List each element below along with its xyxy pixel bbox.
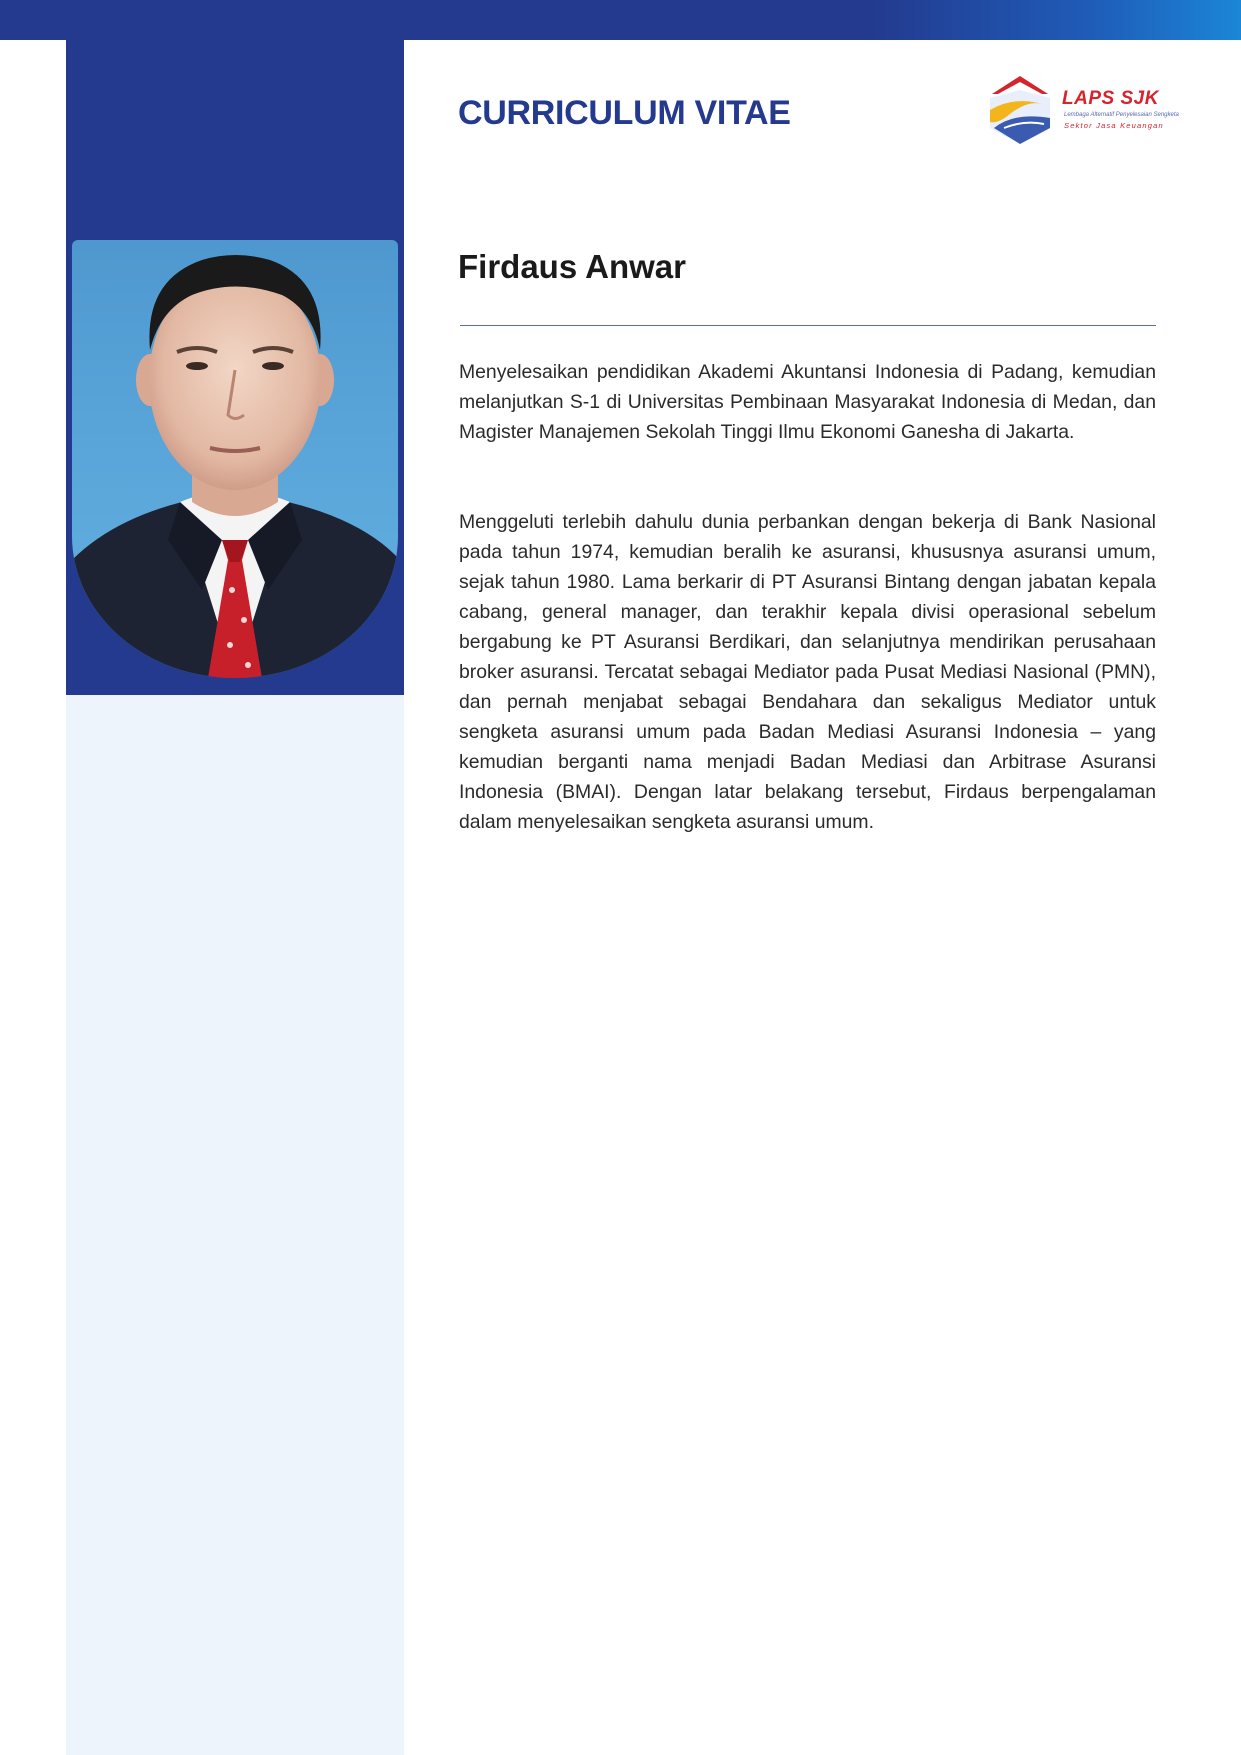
name-divider bbox=[460, 325, 1156, 326]
logo-subtitle-line2: Sektor Jasa Keuangan bbox=[1064, 121, 1164, 130]
logo-subtitle-line1: Lembaga Alternatif Penyelesaian Sengketa bbox=[1064, 112, 1179, 118]
page-title: CURRICULUM VITAE bbox=[458, 94, 791, 132]
person-name: Firdaus Anwar bbox=[458, 248, 686, 285]
content-card bbox=[404, 40, 1241, 1755]
sidebar-lower-panel bbox=[66, 560, 404, 1755]
left-margin bbox=[0, 40, 66, 1755]
portrait-illustration bbox=[72, 240, 398, 678]
logo-emblem-icon bbox=[984, 70, 1056, 150]
bio-paragraph-career: Menggeluti terlebih dahulu dunia perbankan dengan bekerja di Bank Nasional pada tahun 1974, kemudian beralih ke asuransi, khususnya asuransi umum, sejak tahun 1980. Lama berkarir di PT Asuransi Bintang dengan jabatan kepala cabang, general manager, dan terakhir kepala divisi operasional sebelum bergabung ke PT Asuransi Berdikari, dan selanjutnya mendirikan perusahaan broker asuransi. Tercatat sebagai Mediator pada Pusat Mediasi Nasional (PMN), dan pernah menjabat sebagai Bendahara dan sekaligus Mediator untuk sengketa asuransi umum pada Badan Mediasi Asuransi Indonesia – yang kemudian berganti nama menjadi Badan Mediasi dan Arbitrase Asuransi Indonesia (BMAI). Dengan latar belakang tersebut, Firdaus berpengalaman dalam menyelesaikan sengketa asuransi umum. bbox=[459, 511, 1156, 833]
laps-sjk-logo bbox=[984, 70, 1184, 152]
portrait-photo bbox=[72, 240, 398, 678]
logo-name: LAPS SJK bbox=[1062, 88, 1159, 109]
bio-paragraph-education: Menyelesaikan pendidikan Akademi Akuntansi Indonesia di Padang, kemudian melanjutkan S-1 di Universitas Pembinaan Masyarakat Indonesia di Medan, dan Magister Manajemen Sekolah Tinggi Ilmu Ekonomi Ganesha di Jakarta. bbox=[459, 361, 1156, 443]
